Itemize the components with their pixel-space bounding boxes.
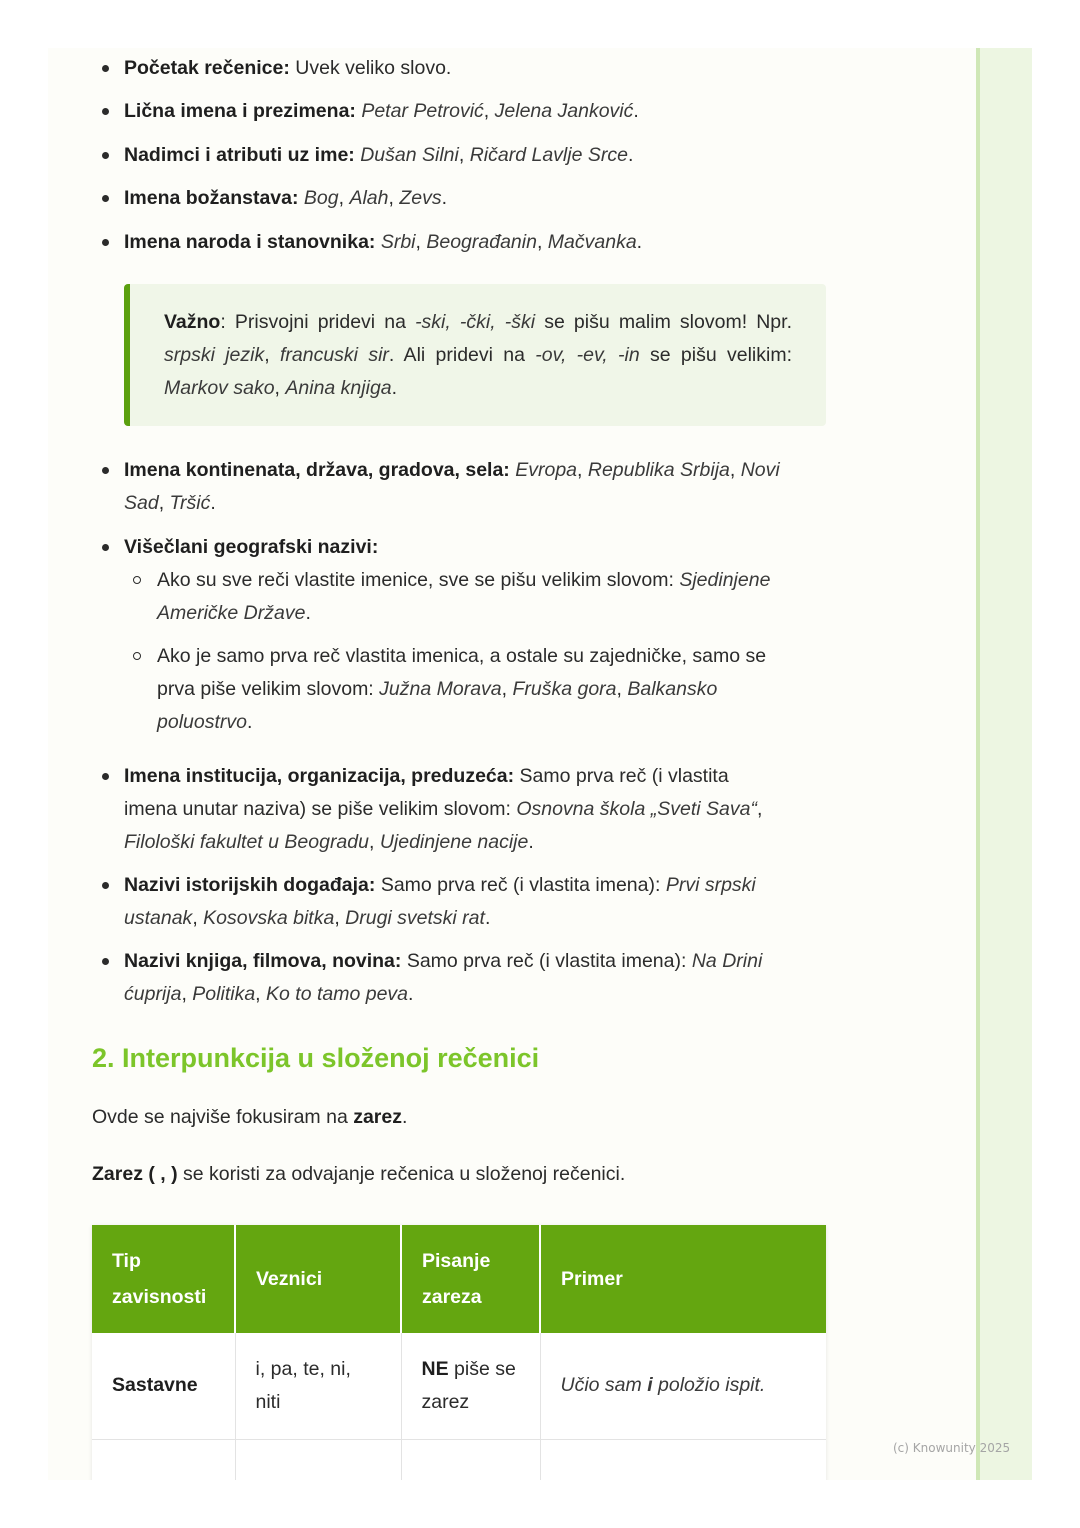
list-item: Nazivi istorijskih događaja: Samo prva reč (i vlastita imena): Prvi srpski xyxy=(124,869,756,902)
list-item: Imena institucija, organizacija, preduzeća: Samo prva reč (i vlastita xyxy=(124,760,729,793)
list-item-continuation: Sad, Tršić. xyxy=(124,492,216,514)
sub-list-item: Ako je samo prva reč vlastita imenica, a ostale su zajedničke, samo se xyxy=(157,640,766,673)
list-item: Lična imena i prezimena: Petar Petrović, Jelena Janković. xyxy=(124,95,639,128)
list-item: Višečlani geografski nazivi: xyxy=(124,531,378,564)
sub-list-item-continuation: Američke Države. xyxy=(157,602,311,624)
list-item-continuation: imena unutar naziva) se piše velikim slovom: Osnovna škola „Sveti Sava“, xyxy=(124,798,763,820)
list-item: Imena kontinenata, država, gradova, sela: Evropa, Republika Srbija, Novi xyxy=(124,454,780,487)
section-heading: 2. Interpunkcija u složenoj rečenici xyxy=(92,1043,540,1073)
column-header: Primer xyxy=(540,1225,826,1333)
column-header: Tip zavisnosti xyxy=(92,1225,235,1333)
document-page xyxy=(48,48,976,1480)
callout-text: Važno: Prisvojni pridevi na -ski, -čki, -ški se pišu malim slovom! Npr. srpski jezik, francuski sir. Ali pridevi na -ov, -ev, -in se pišu velikim: Markov sako, Anina knjiga. xyxy=(164,311,792,399)
table-header-row xyxy=(92,1225,826,1333)
sub-list-item-continuation: prva piše velikim slovom: Južna Morava, Fruška gora, Balkansko xyxy=(157,678,718,700)
sidebar-panel xyxy=(980,48,1032,1480)
table-cell: i, pa, te, ni, niti xyxy=(235,1333,401,1439)
list-item: Imena božanstava: Bog, Alah, Zevs. xyxy=(124,182,447,215)
table-row xyxy=(92,1333,826,1439)
sub-list-item-continuation: poluostrvo. xyxy=(157,711,253,733)
list-item: Nadimci i atributi uz ime: Dušan Silni, Ričard Lavlje Srce. xyxy=(124,139,633,172)
list-item: Nazivi knjiga, filmova, novina: Samo prva reč (i vlastita imena): Na Drini xyxy=(124,945,762,978)
rule-paragraph: Zarez ( , ) se koristi za odvajanje rečenica u složenoj rečenici. xyxy=(92,1163,626,1185)
table-cell: Sastavne xyxy=(92,1333,235,1439)
conjunction-table xyxy=(92,1225,826,1480)
important-callout xyxy=(124,284,826,426)
list-item-continuation: ustanak, Kosovska bitka, Drugi svetski rat. xyxy=(124,907,491,929)
list-item-continuation: Filološki fakultet u Beogradu, Ujedinjene nacije. xyxy=(124,831,534,853)
table-cell: NE piše se zarez xyxy=(401,1333,540,1439)
sub-list-item: Ako su sve reči vlastite imenice, sve se pišu velikim slovom: Sjedinjene xyxy=(157,564,770,597)
table-cell: Učio sam i položio ispit. xyxy=(540,1333,826,1439)
watermark: (c) Knowunity 2025 xyxy=(893,1441,1011,1455)
table-row xyxy=(92,1439,826,1480)
list-item: Početak rečenice: Uvek veliko slovo. xyxy=(124,52,451,85)
column-header: Pisanje zareza xyxy=(401,1225,540,1333)
list-item-continuation: ćuprija, Politika, Ko to tamo peva. xyxy=(124,983,414,1005)
intro-paragraph: Ovde se najviše fokusiram na zarez. xyxy=(92,1106,408,1128)
column-header: Veznici xyxy=(235,1225,401,1333)
list-item: Imena naroda i stanovnika: Srbi, Beograđanin, Mačvanka. xyxy=(124,226,642,259)
